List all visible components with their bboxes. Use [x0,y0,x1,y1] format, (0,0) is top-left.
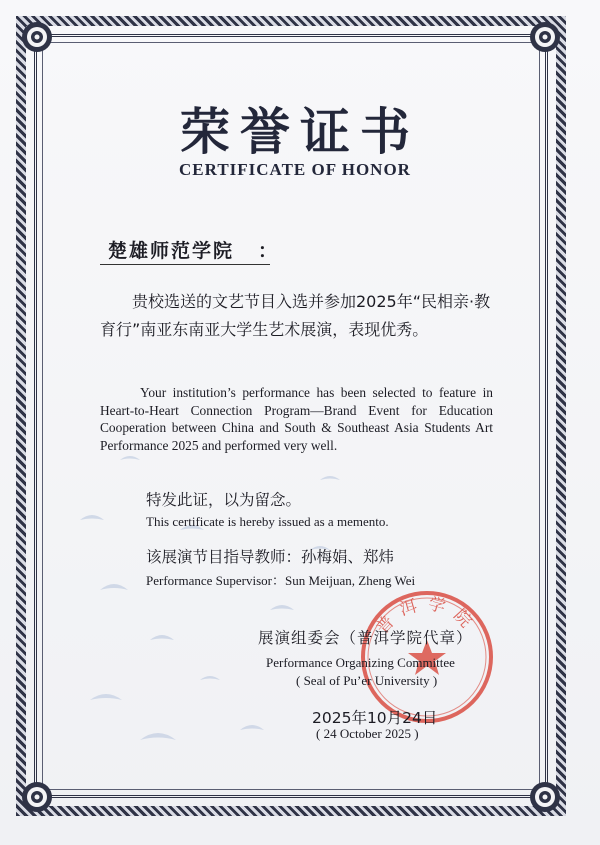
recipient-underline [100,264,270,265]
supervisor-chinese: 该展演节目指导教师：孙梅娟、郑炜 [146,548,395,566]
body-text-english: Your institution’s performance has been selected to feature in Heart-to-Heart Connection Program—Brand Event for Education Cooperation between China and South & Southeast Asia Students Art Performance 2025 and performed very well. [100,385,493,453]
committee-chinese: 展演组委会（普洱学院代章） [258,629,473,647]
memento-text-english: This certificate is hereby issued as a memento. [146,514,389,529]
corner-ornament-icon [20,780,54,814]
certificate-subtitle: CERTIFICATE OF HONOR [179,160,411,179]
corner-ornament-icon [528,20,562,54]
recipient-name: 楚雄师范学院 [108,240,235,262]
recipient-colon: ： [258,240,278,262]
supervisor-english: Performance Supervisor：Sun Meijuan, Zheng Wei [146,573,416,588]
memento-text-chinese: 特发此证，以为留念。 [146,491,302,509]
issue-date-chinese: 2025年10月24日 [312,709,438,727]
committee-seal-english: ( Seal of Pu’er University ) [296,673,438,688]
committee-english: Performance Organizing Committee [266,655,455,670]
corner-ornament-icon [20,20,54,54]
issue-date-english: ( 24 October 2025 ) [316,726,419,741]
body-text-chinese: 贵校选送的文艺节目入选并参加2025年“民相亲·教育行”南亚东南亚大学生艺术展演，表现优秀。 [100,292,491,339]
seal-text: 普洱学院 [372,593,482,639]
corner-ornament-icon [528,780,562,814]
certificate-title: 荣誉证书 [180,102,420,161]
